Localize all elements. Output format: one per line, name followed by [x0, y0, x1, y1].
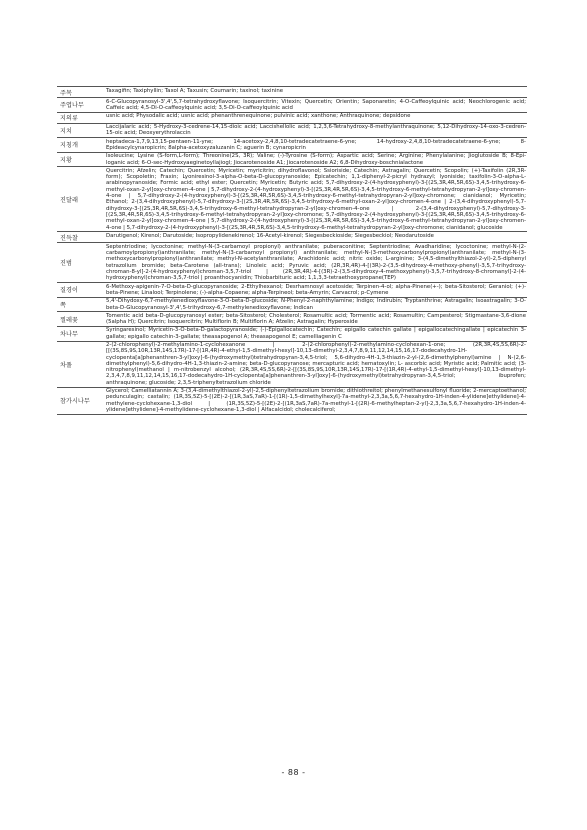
compound-list-cell: Quercitrin; Afzelin; Catechin; Quercetin; Myricetin; myricitrin; dihydroflavonol; Ssioriside; Catechin; Astragalin; Quercetin; Scopolin; (+)-Taxifolin (2R,3R-form); Scopoletin; Fraxin; Lyoniresinol-3-alpha-O-beta-D-glucopyranoside; Epicatechin; 1,1-diphenyl-2-picryl hydrazyl; lyoniside; taxifolin-3-O-alpha-L-arabinopyranoside; Formic acid; ethyl ester; Quercetin; Myricetin; Butyric acid; 5,7-dihydroxy-2-(4-hydroxyphenyl)-3-[(2S,3R,4R,5R,6S)-3,4,5-trihydroxy-6-methyl-oxan-2-yl]oxy-chromen-4-one | 5,7-dihydroxy-2-(4-hydroxyphenyl)-3-[(2S,3R,4R,5R,6S)-3,4,5-trihydroxy-6-methyl-tetrahydropyran-2-yl]oxy-chromen-4-one | 5,7-dihydroxy-2-(4-hydroxyphenyl)-3-[(2S,3R,4R,5R,6S)-3,4,5-trihydroxy-6-methyl-tetrahydropyran-2-yl]oxy-chromone; cianidanol; Myricetin; Ethanol; 2-(3,4-dihydroxyphenyl)-5,7-dihydroxy-3-[(2S,3R,4R,5R,6S)-3,4,5-trihydroxy-6-methyl-oxan-2-yl]oxy-chromen-4-one | 2-(3,4-dihydroxyphenyl)-5,7-dihydroxy-3-[(2S,3R,4R,5R,6S)-3,4,5-trihydroxy-6-methyl-tetrahydropyran-2-yl]oxy-chromen-4-one | 2-(3,4-dihydroxyphenyl)-5,7-dihydroxy-3-[(2S,3R,4R,5R,6S)-3,4,5-trihydroxy-6-methyl-tetrahydropyran-2-yl]oxy-chromone; 5,7-dihydroxy-2-(4-hydroxyphenyl)-3-[(2S,3R,4R,5R,6S)-3,4,5-trihydroxy-6-methyl-oxan-2-yl]oxy-chromen-4-one | 5,7-dihydroxy-2-(4-hydroxyphenyl)-3-[(2S,3R,4R,5R,6S)-3,4,5-trihydroxy-6-methyl-tetrahydropyran-2-yl]oxy-chromen-4-one | 5,7-dihydroxy-2-(4-hydroxyphenyl)-3-[(2S,3R,4R,5R,6S)-3,4,5-trihydroxy-6-methyl-tetrahydropyran-2-yl]oxy-chromone; cianidanol; glucoside [106, 167, 526, 231]
compound-list-cell: 6-Methoxy-apigenin-7-O-beta-D-glucopyranoside; 2-Ethylhexanol; Desrhamnosyl acetoside; Terpinen-4-ol; alpha-Pinene(+-); beta-Sitosterol; Geraniol; (+)-beta-Pinene; Linalool; Terpinolene; (-)-alpha-Copaene; alpha-Terpineol; beta-Amyrin; Carvacrol; p-Cymene [106, 283, 526, 296]
plant-name-cell: 주목 [57, 87, 105, 98]
compound-table-body [57, 87, 527, 415]
compound-list-cell: Isoleucine; Lysine (S-form,L-form); Threonine(2S, 3R); Valine; (-)-Tyrosine (S-form); Aspartic acid; Serine; Arginine; Phenylalanine; Jioglutoside B; 8-Epi-loganic acid; 6-O-sec-Hydroxyaeginetoyllajiogl; Jiocarotenoside A1; Jiocarotenoside A2; 6,8-Dihydroxy-boschnialactone [106, 153, 526, 166]
table-row [57, 312, 527, 327]
plant-name-cell: 찔레꽃 [57, 312, 105, 327]
compound-list-cell: usnic acid; Physodalic acid; usnic acid; phenanthrenequinone; pulvinic acid; xanthone; Anthraquinone; depsidone [105, 112, 527, 123]
plant-name-cell: 차나무 [57, 326, 105, 341]
compound-list-cell: Darutigenol; Kirenol; Darutoside; Isopropylidenekirenol; 16-Acetyl-kirenol; Siegesbeckioside; Siegesbeckiol; Neodarutoside [105, 232, 527, 243]
table-row [57, 243, 527, 283]
compound-list-cell: 6-C-Glucopyranosyl-3',4',5,7-tetrahydroxyflavone; Isoquercitrin; Vitexin; Quercetin; Orientin; Saponaretin; 4-O-Caffeoylquinic acid; Neochlorogenic acid; Caffeic acid; 4,5-Di-O-caffeoylquinic acid; 3,5-Di-O-caffeoylquinic acid [106, 98, 526, 111]
compound-list-cell: Laccijalaric acid; 5-Hydroxy-3-cedrene-14,15-dioic acid; Laccishellolic acid; 1,2,3,6-Tetrahydroxy-8-methylanthraquinone; 5,12-Dihydroxy-14-oxo-3-cedren-15-oic acid; Deoxyerythrolaccin [106, 124, 526, 137]
plant-name-cell: 참가시나무 [57, 387, 105, 414]
table-row [57, 326, 527, 341]
compound-list-cell: heptadeca-1,7,9,13,15-pentaen-11-yne; 14-acetoxy-2,4,8,10-tetradecatetraene-6-yne; 14-hydroxy-2,4,8,10-tetradecatetraene-6-yne; 8-Epideacylcynaropicrin; 8alpha-acetoxyzaluzanin C; aguerin B; cynaropicrin [106, 138, 526, 151]
table-row [57, 167, 527, 232]
table-row [57, 297, 527, 312]
compound-list-cell: Taxagifin; Taxiphyllin; Taxol A; Taxusin; Coumarin; taxinol; taxinine [105, 87, 527, 98]
plant-name-cell: 지칭개 [57, 138, 105, 153]
table-row [57, 98, 527, 113]
table-row [57, 341, 527, 387]
table-row [57, 112, 527, 123]
table-row [57, 123, 527, 138]
plant-name-cell: 차풀 [57, 341, 105, 387]
plant-name-cell: 쪽 [57, 297, 105, 312]
table-row [57, 283, 527, 298]
table-row [57, 138, 527, 153]
compound-list-cell: Syringaresinol; Myricetin-3-O-beta-D-galactopyranoside; (-)-Epigallocatechin; Catechin; epigallo catechin gallate | epigallocatechingallate | epicatechin 3-gallate; epigallo catechin-3-gallate; theasapogenol A; theasapogenol E; camelliagenin C [106, 327, 526, 340]
plant-name-cell: 주엽나무 [57, 98, 105, 113]
plant-name-cell: 질경이 [57, 283, 105, 298]
table-row [57, 387, 527, 414]
plant-name-cell: 지의류 [57, 112, 105, 123]
table-row [57, 232, 527, 243]
compound-list-cell: 5,4'-Dihydoxy-6,7-methylenedioxyflavone-3-O-beta-D-glucoside; N-Phenyl-2-naphthylamine; Indigo; Indirubin; Tryptanthrine; Astragalin; Isoastragalin; 3-O-beta-D-Glucopyranosyl-3',4',5-trihydroxy-6,7-methylenedioxyflavone; Indican [106, 298, 526, 311]
compound-list-cell: 2-(2-chlorophenyl)-2-methylamino-1-cyclohexanone | 2-(2-chlorophenyl)-2-methylamino-cyclohexan-1-one; (2R,3R,4S,5S,6R)-2-[[(3S,8S,9S,10R,13R,14S,17R)-17-[(1R,4R)-4-ethyl-1,5-dimethyl-hexyl]-10,13-dimethyl-2,3,4,7,8,9,11,12,14,15,16,17-dodecahydro-1H-cyclopenta[a]phenanthren-3-yl]oxy]-6-(hydroxymethyl)tetrahydropyran-3,4,5-triol; 5,6-dihydro-4H-1,3-thiazin-2-yl-(2,6-dimethylphenyl)amine | N-(2,6-dimethylphenyl)-5,6-dihydro-4H-1,3-thiazin-2-amine; beta-D-glucopyranose; mercapturic acid; hematoxylin; L- ascorbic acid; Myristic acid; Palmitic acid; (3-nitrophenyl)methanol | m-nitrobenzyl alcohol; (2R,3R,4S,5S,6R)-2-[[(3S,8S,9S,10R,13R,14S,17R)-17-[(1R,4R)-4-ethyl-1,5-dimethyl-hexyl]-10,13-dimethyl-2,3,4,7,8,9,11,12,14,15,16,17-dodecahydro-1H-cyclopenta[a]phenanthren-3-yl]oxy]-6-(hydroxymethyl)tetrahydropyran-3,4,5-triol; ibuprofen; anthraquinone; glucoside; 2,3,5-triphenyltetrazolium chloride [106, 342, 526, 386]
plant-name-cell: 지치 [57, 123, 105, 138]
compound-list-cell: Tomentic acid beta-D-glucopyranosyl ester; beta-Sitosterol; Cholesterol; Rosamultic acid; Tormentic acid; Rosamultin; Campesterol; Stigmastane-3,6-dione (5alpha H); Quercitrin; Isoquercitrin; Multiflorin B; Multiflorin A; Afzelin; Astragalin; Hyperoside [106, 312, 526, 326]
table-row [57, 152, 527, 167]
table-row [57, 87, 527, 98]
compound-list-cell: Glycerol; Camelliatannin A; 3-(3,4-dimethylthiazol-2-yl)-2,5-diphenyltetrazolium bromide; dithiothreitol; phenylmethanesulfonyl fluoride; 2-mercaptoethanol; pedunculagin; castalin; (1R,3S,5Z)-5-[(2E)-2-[(1R,3aS,7aR)-1-[(1R)-1,5-dimethylhexyl]-7a-methyl-2,3,3a,5,6,7-hexahydro-1H-inden-4-ylidene]ethylidene]-4-methylene-cyclohexane-1,3-diol | (1R,3S,5Z)-5-[(2E)-2-[(1R,3aS,7aR)-7a-methyl-1-[(2R)-6-methylheptan-2-yl]-2,3,3a,5,6,7-hexahydro-1H-inden-4-ylidene]ethylidene]-4-methylidene-cyclohexane-1,3-diol | Alfacalcidol; cholecalciferol; [106, 388, 526, 413]
plant-name-cell: 진달래 [57, 167, 105, 232]
plant-name-cell: 지황 [57, 152, 105, 167]
compound-list-cell: Septentriodine; lycoctonine; methyl-N-(3-carbamoyl propionyl) anthranilate; puberaconitine; Septentriodine; Avadharidine; lycoctonine; methyl-N-(2-carbamoylpropionyl)anthranilate; methyl-N-(3-carbamoyl propionyl) anthranilate; methyl-N-(3-methoxycarbonylpropionyl)anthranilate; methyl-N-(3-methoxycarbonylpropionyl)anthranilate; methyl-N-acetylanthranilate; Arachidonic acid; nitric oxide; L-arginine; 3-(4,5-dimethylthiazol-2-yl)-2,5-diphenyl tetrazolium bromide; beta-Carotene (all-trans); Linoleic acid; Pyruvic acid; (2R,3R,4R)-4-[(3R)-2-(3,5-dihydroxy-4-methoxy-phenyl)-3,5,7-trihydroxy-chroman-8-yl]-2-(4-hydroxyphenyl)chroman-3,5,7-triol | (2R,3R,4R)-4-[(3R)-2-(3,5-dihydroxy-4-methoxyphenyl)-3,5,7-trihydroxy-8-chromanyl]-2-(4-hydroxyphenyl)chroman-3,5,7-triol | proanthocyanidin; Thiobarbituric acid; 1,1,3,3-tetraethoxypropane(TEP) [106, 243, 526, 282]
plant-name-cell: 진득찰 [57, 232, 105, 243]
page-number: - 88 - [281, 768, 306, 777]
plant-name-cell: 진범 [57, 243, 105, 283]
compound-table [57, 86, 527, 415]
